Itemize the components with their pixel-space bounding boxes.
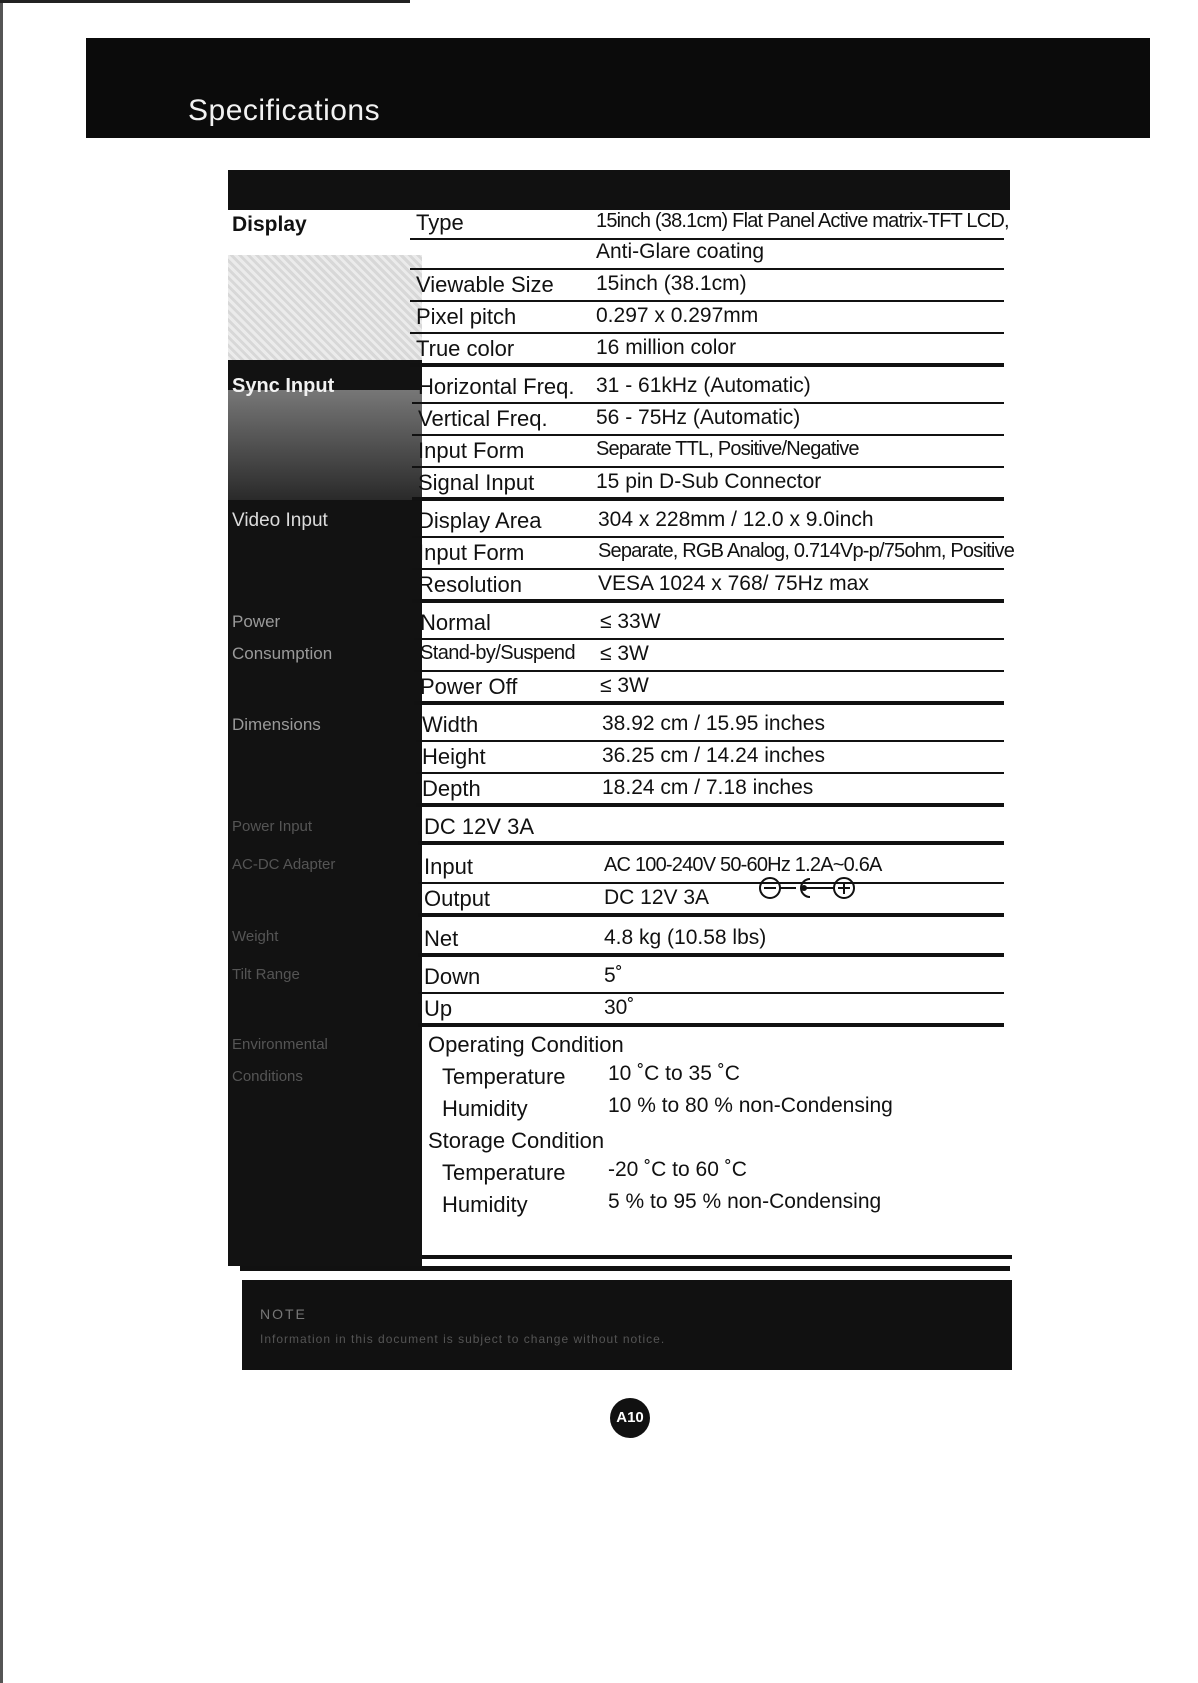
op-temperature-value: 10 ˚C to 35 ˚C (608, 1062, 740, 1085)
note-bar (242, 1280, 1012, 1370)
spec-value: 38.92 cm / 15.95 inches (602, 712, 825, 735)
spec-key: Pixel pitch (416, 304, 517, 329)
spec-key: Width (422, 712, 479, 737)
spec-key: Viewable Size (416, 272, 554, 297)
op-humidity-label: Humidity (442, 1096, 528, 1121)
spec-key: Resolution (418, 572, 522, 597)
note-text: Information in this document is subject to change without notice. (260, 1332, 666, 1346)
spec-key: Down (424, 964, 481, 989)
spec-key: Height (422, 744, 486, 769)
section-dimensions: Dimensions (232, 715, 321, 734)
spec-value: ≤ 33W (600, 610, 661, 633)
st-humidity-label: Humidity (442, 1192, 528, 1217)
spec-value: 16 million color (596, 336, 737, 359)
spec-value: Separate TTL, Positive/Negative (596, 438, 859, 460)
spec-value: DC 12V 3A (604, 886, 710, 909)
section-weight: Weight (232, 928, 279, 945)
st-humidity-value: 5 % to 95 % non-Condensing (608, 1190, 882, 1213)
spec-key: Signal Input (418, 470, 535, 495)
section-consumption: Consumption (232, 644, 333, 663)
scan-edge (0, 0, 3, 1683)
spec-value: 30˚ (604, 996, 635, 1019)
spec-value: 36.25 cm / 14.24 inches (602, 744, 825, 767)
section-display: Display (232, 213, 307, 236)
spec-key: Input Form (418, 540, 525, 565)
sidebar-texture (228, 255, 422, 360)
spec-value: 0.297 x 0.297mm (596, 304, 759, 327)
spec-value: VESA 1024 x 768/ 75Hz max (598, 572, 869, 595)
spec-value: 31 - 61kHz (Automatic) (596, 374, 811, 397)
spec-key: Type (416, 210, 464, 235)
spec-value: 5˚ (604, 964, 623, 987)
spec-key: Up (424, 996, 453, 1021)
spec-value: 304 x 228mm / 12.0 x 9.0inch (598, 508, 874, 531)
section-sync-input: Sync Input (232, 375, 335, 397)
spec-key: Display Area (418, 508, 542, 533)
section-conditions: Conditions (232, 1068, 303, 1085)
section-power-input: Power Input (232, 818, 313, 835)
section-tilt-range: Tilt Range (232, 966, 300, 983)
spec-key: DC 12V 3A (424, 814, 535, 839)
spec-value: ≤ 3W (600, 642, 649, 665)
spec-key: Vertical Freq. (418, 406, 548, 431)
spec-key: Horizontal Freq. (418, 374, 575, 399)
spec-key: Stand-by/Suspend (420, 642, 575, 664)
title-bar (86, 38, 1150, 138)
spec-key: Power Off (420, 674, 518, 699)
section-power: Power (232, 612, 281, 631)
page-number: A10 (610, 1398, 650, 1438)
spec-value: 56 - 75Hz (Automatic) (596, 406, 801, 429)
spec-key: Depth (422, 776, 481, 801)
spec-value: Separate, RGB Analog, 0.714Vp-p/75ohm, Positive (598, 540, 1015, 562)
dc-polarity-icon (758, 874, 858, 902)
op-humidity-value: 10 % to 80 % non-Condensing (608, 1094, 893, 1117)
note-title: NOTE (260, 1306, 307, 1322)
sidebar-gradient (228, 390, 422, 500)
spec-key: Normal (420, 610, 491, 635)
st-temperature-value: -20 ˚C to 60 ˚C (608, 1158, 747, 1181)
storage-condition-heading: Storage Condition (428, 1128, 605, 1153)
spec-value: 15inch (38.1cm) (596, 272, 747, 295)
top-rule (0, 0, 410, 3)
section-environmental: Environmental (232, 1036, 328, 1053)
op-temperature-label: Temperature (442, 1064, 566, 1089)
spec-value: 15inch (38.1cm) Flat Panel Active matrix-TFT LCD, (596, 210, 1009, 232)
spec-value: ≤ 3W (600, 674, 649, 697)
spec-key: Net (424, 926, 459, 951)
table-header-bar (228, 170, 1010, 210)
st-temperature-label: Temperature (442, 1160, 566, 1185)
section-ac-dc-adapter: AC-DC Adapter (232, 856, 336, 873)
spec-value: 18.24 cm / 7.18 inches (602, 776, 814, 799)
spec-value: Anti-Glare coating (596, 240, 765, 263)
spec-key: True color (416, 336, 515, 361)
spec-key: Input (424, 854, 473, 879)
section-video-input: Video Input (232, 510, 328, 531)
spec-key: Output (424, 886, 491, 911)
page-title: Specifications (188, 94, 381, 127)
operating-condition-heading: Operating Condition (428, 1032, 624, 1057)
spec-value: 4.8 kg (10.58 lbs) (604, 926, 767, 949)
spec-value: AC 100-240V 50-60Hz 1.2A~0.6A (604, 854, 882, 876)
table-bottom-rule (422, 1255, 1012, 1259)
spec-value: 15 pin D-Sub Connector (596, 470, 822, 493)
table-bottom-rule-2 (240, 1266, 1010, 1271)
spec-key: Input Form (418, 438, 525, 463)
